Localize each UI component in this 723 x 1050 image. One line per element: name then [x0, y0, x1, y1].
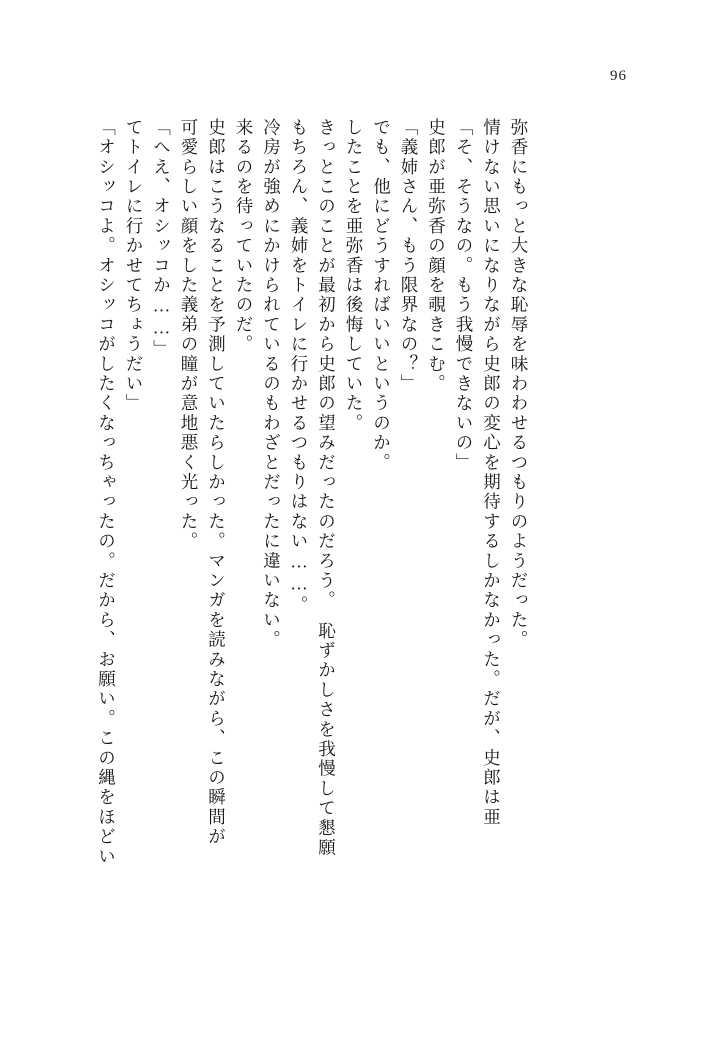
text-column: 「そ、そうなの。もう我慢できないの」: [454, 118, 474, 473]
text-column: 弥香にもっと大きな恥辱を味わわせるつもりのようだった。: [509, 118, 529, 650]
text-column: したことを亜弥香は後悔していた。: [344, 118, 364, 434]
text-column: 史郎はこうなることを予測していたらしかった。マンガを読みながら、この瞬間が: [206, 118, 227, 847]
text-column: 「へえ、オシッコか……」: [151, 118, 172, 360]
text-column: 史郎が亜弥香の顔を覗きこむ。: [426, 118, 447, 394]
text-column: もちろん、義姉をトイレに行かせるつもりはない……。: [289, 118, 309, 616]
text-column: てトイレに行かせてちょうだい」: [124, 118, 144, 414]
text-column: きっとこのことが最初から史郎の望みだったのだろう。 恥ずかしさを我慢して懇願: [316, 118, 337, 858]
text-column: 情けない思いになりながら史郎の変心を期待するしかなかった。だが、史郎は亜: [481, 118, 502, 828]
text-column: 冷房が強めにかけられているのもわざとだったに違いない。: [261, 118, 282, 650]
text-column: でも、他にどうすればいいというのか。: [371, 118, 392, 473]
text-column: 来るのを待っていたのだ。: [234, 118, 254, 355]
page-number: 96: [610, 68, 627, 84]
text-column: 可愛らしい顔をした義弟の瞳が意地悪く光った。: [179, 118, 199, 552]
vertical-text-body: [87, 118, 627, 948]
text-column: 「義姉さん、もう限界なの？」: [399, 118, 419, 394]
text-column: 「オシッコよ。オシッコがしたくなっちゃったの。だから、お願い。この縄をほどい: [96, 118, 117, 867]
